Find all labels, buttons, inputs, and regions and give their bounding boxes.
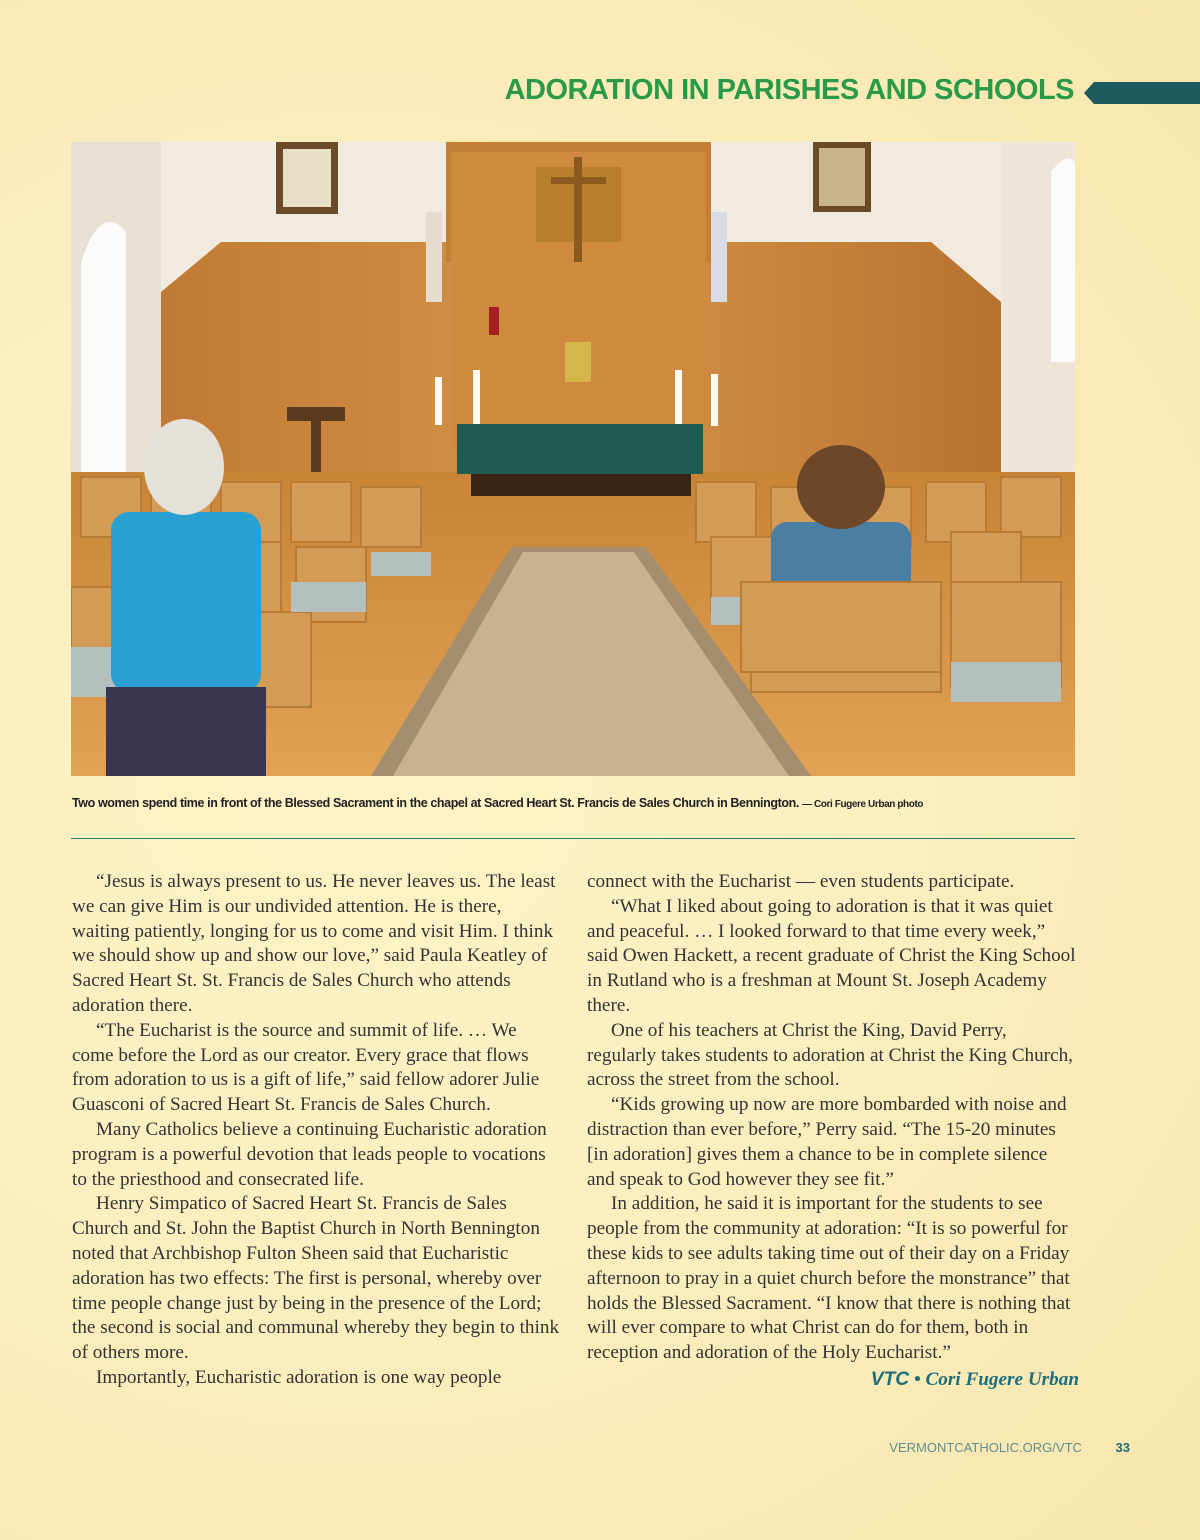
article-paragraph: “Jesus is always present to us. He never leaves us. The least we can give Him is our undivided attention. He is there, waiting patiently, longing for us to come and visit Him. I think we should show up and show our love,” said Paula Keatley of Sacred Heart St. St. Francis de Sales Church who attends adoration there. bbox=[72, 871, 556, 1016]
byline-vtc: VTC bbox=[870, 1368, 910, 1390]
page-footer bbox=[889, 1440, 1130, 1455]
chapel-photo bbox=[71, 142, 1075, 776]
article-paragraph: Henry Simpatico of Sacred Heart St. Francis de Sales Church and St. John the Baptist Church in North Bennington noted that Archbishop Fulton Sheen said that Eucharistic adoration has two effects: The first is personal, whereby over time people change just by being in the presence of the Lord; the second is social and communal whereby they begin to think of others more. bbox=[72, 1193, 560, 1364]
byline-author: Cori Fugere Urban bbox=[925, 1368, 1079, 1390]
section-tab-marker bbox=[1084, 82, 1200, 104]
article-byline bbox=[587, 1368, 1079, 1393]
article-paragraph: “What I liked about going to adoration is that it was quiet and peaceful. … I looked forward to that time every week,” said Owen Hackett, a recent graduate of Christ the King School in Rutland who is a freshman at Mount St. Joseph Academy there. bbox=[587, 895, 1076, 1016]
footer-url: VERMONTCATHOLIC.ORG/VTC bbox=[889, 1440, 1082, 1455]
photo-caption bbox=[72, 796, 1075, 810]
page-number: 33 bbox=[1115, 1440, 1130, 1455]
photo-credit: — Cori Fugere Urban photo bbox=[801, 799, 924, 810]
divider-rule bbox=[71, 838, 1075, 839]
article-paragraph: In addition, he said it is important for the students to see people from the community at adoration: “It is so powerful for these kids to see adults taking time out of their day on a Friday afternoon to pray in a quiet church before the monstrance” that holds the Blessed Sacrament. “I know that there is nothing that will ever compare to what Christ can do for them, both in reception and adoration of the Holy Eucharist.” bbox=[587, 1193, 1071, 1364]
article-column-left bbox=[72, 870, 562, 1391]
article-paragraph: Many Catholics believe a continuing Eucharistic adoration program is a powerful devotion that leads people to vocations to the priesthood and consecrated life. bbox=[72, 1118, 547, 1190]
article-paragraph-continuation: connect with the Eucharist — even students participate. bbox=[587, 871, 1015, 892]
article-column-right bbox=[587, 870, 1079, 1393]
byline-separator: • bbox=[909, 1368, 926, 1390]
caption-text: Two women spend time in front of the Blessed Sacrament in the chapel at Sacred Heart St. Francis de Sales Church in Bennington. bbox=[72, 796, 799, 810]
article-paragraph: “Kids growing up now are more bombarded with noise and distraction than ever before,” Perry said. “The 15-20 minutes [in adoration] gives them a chance to be in complete silence and speak to God however they see fit.” bbox=[587, 1094, 1067, 1190]
article-paragraph: One of his teachers at Christ the King, David Perry, regularly takes students to adoration at Christ the King Church, across the street from the school. bbox=[587, 1019, 1073, 1091]
section-title: ADORATION IN PARISHES AND SCHOOLS bbox=[504, 74, 1074, 106]
article-paragraph: “The Eucharist is the source and summit of life. … We come before the Lord as our creator. Every grace that flows from adoration to us is a gift of life,” said fellow adorer Julie Guasconi of Sacred Heart St. Francis de Sales Church. bbox=[72, 1019, 540, 1116]
article-paragraph: Importantly, Eucharistic adoration is one way people bbox=[96, 1366, 502, 1388]
